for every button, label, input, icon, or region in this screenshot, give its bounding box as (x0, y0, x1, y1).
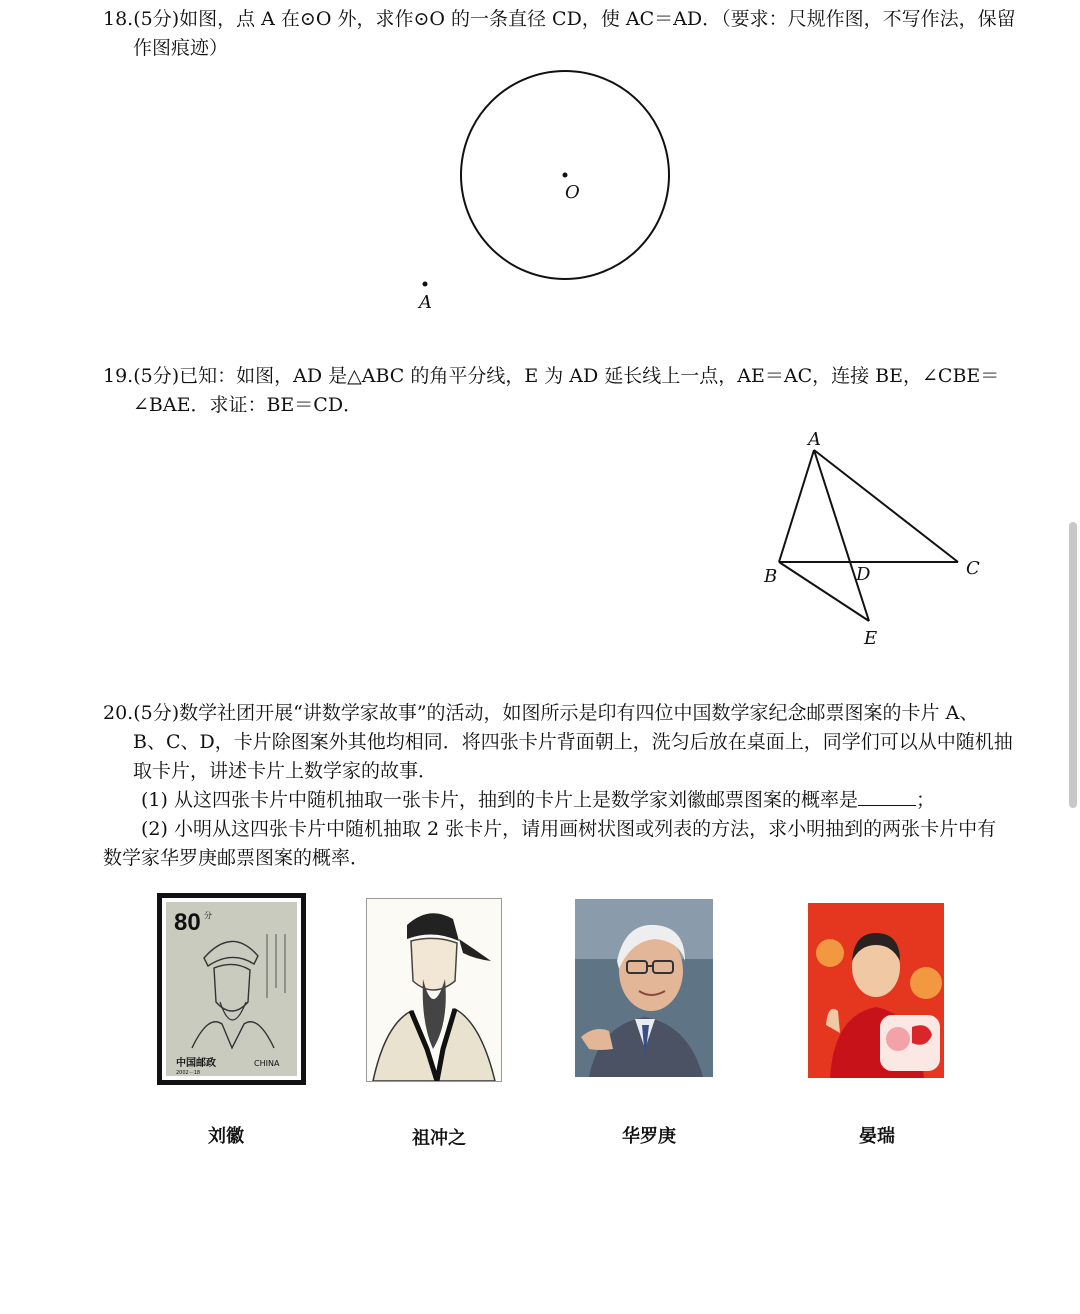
q19-triangle-diagram (750, 425, 990, 655)
question-19 (103, 362, 1000, 420)
q20-line-1: 20.(5分)数学社团开展“讲数学家故事”的活动，如图所示是印有四位中国数学家纪念邮票图案的卡片 A、 (103, 702, 979, 724)
label-c: C (966, 558, 980, 579)
answer-blank (858, 787, 916, 806)
q18-line-2: 作图痕迹） (133, 37, 229, 59)
card-hua-luogeng-portrait (575, 899, 713, 1077)
card-yan-rui-photo (808, 903, 944, 1078)
q20-part-1-text: (1) 从这四张卡片中随机抽取一张卡片，抽到的卡片上是数学家刘徽邮票图案的概率是 (141, 789, 858, 811)
q19-line-2: ∠BAE．求证：BE＝CD． (133, 394, 363, 416)
q18-circle-diagram (400, 60, 700, 320)
card-liu-hui-stamp (157, 893, 306, 1085)
q20-part-2-line-2: 数学家华罗庚邮票图案的概率． (103, 847, 370, 869)
q20-part-2-line-1: (2) 小明从这四张卡片中随机抽取 2 张卡片，请用画树状图或列表的方法，求小明抽到的两张卡片中有 (141, 818, 997, 840)
center-point-o (563, 173, 568, 178)
label-b: B (764, 566, 778, 587)
q19-line-1: 19.(5分)已知：如图，AD 是△ABC 的角平分线，E 为 AD 延长线上一点，AE＝AC，连接 BE，∠CBE＝ (103, 365, 1000, 387)
label-o: O (565, 182, 580, 203)
label-a: A (808, 429, 821, 450)
q18-line-1: 18.(5分)如图，点 A 在⊙O 外，求作⊙O 的一条直径 CD，使 AC＝AD．（要求：尺规作图，不写作法，保留 (103, 8, 1016, 30)
caption-card-4: 晏瑞 (859, 1126, 895, 1147)
vertical-scrollbar[interactable] (1069, 522, 1077, 808)
question-20 (103, 699, 1013, 873)
segment-ae (814, 450, 869, 621)
stamp-image (162, 898, 301, 1080)
label-e: E (864, 628, 878, 649)
card-zu-chongzhi-portrait (366, 898, 502, 1082)
label-d: D (856, 564, 871, 585)
sketch-portrait-image (367, 899, 501, 1081)
stamp-post: 中国邮政 (176, 1058, 216, 1069)
stamp-year: 2002－18 (176, 1070, 201, 1076)
segment-ac (814, 450, 958, 562)
q20-part-1 (103, 786, 993, 815)
caption-card-3: 华罗庚 (622, 1126, 676, 1147)
question-18 (103, 5, 1016, 63)
stamp-country: CHINA (254, 1059, 280, 1068)
label-a: A (419, 292, 432, 313)
q20-part-1-end: ； (915, 789, 935, 811)
festive-photo-image (808, 903, 944, 1078)
painted-portrait-image (575, 899, 713, 1077)
stamp-value: 80 (174, 909, 201, 936)
point-a (423, 282, 428, 287)
q20-line-3: 取卡片，讲述卡片上数学家的故事． (133, 760, 438, 782)
segment-ab (779, 450, 814, 562)
caption-card-1: 刘徽 (208, 1126, 244, 1147)
stamp-unit: 分 (204, 911, 212, 920)
q20-line-2: B、C、D，卡片除图案外其他均相同．将四张卡片背面朝上，洗匀后放在桌面上，同学们可以从中随机抽 (133, 731, 1013, 753)
caption-card-2: 祖冲之 (412, 1128, 466, 1149)
